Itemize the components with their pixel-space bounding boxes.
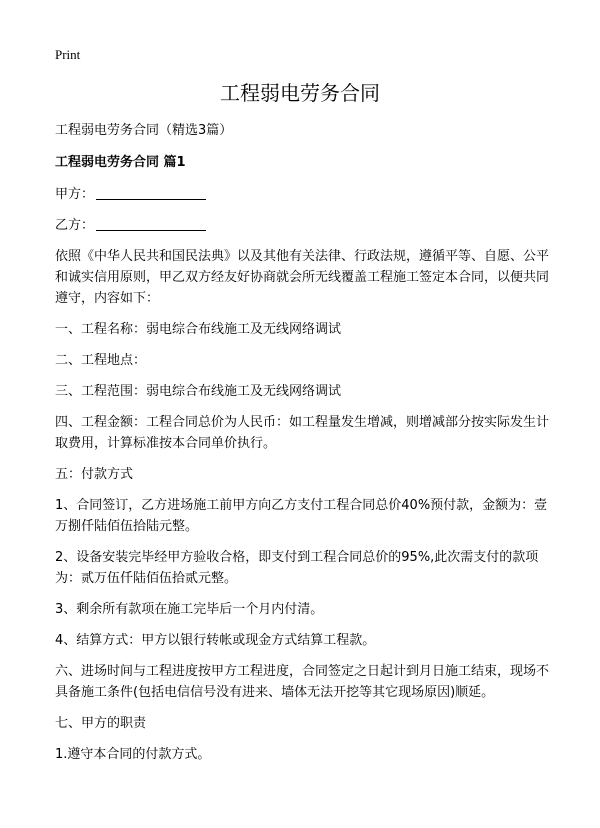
party-a-label: 甲方：: [55, 187, 95, 202]
paragraph-payment-1: 1、合同签订，乙方进场施工前甲方向乙方支付工程合同总价40%预付款，金额为：壹万捌仟陆佰伍拾陆元整。: [55, 498, 548, 534]
paragraph-project-scope: 三、工程范围：弱电综合布线施工及无线网络调试: [55, 384, 342, 399]
document-body: [55, 120, 549, 775]
paragraph-project-amount: 四、工程金额：工程合同总价为人民币：如工程量发生增减，则增减部分按实际发生计取费用，计算标准按本合同单价执行。: [55, 415, 550, 451]
document-subtitle: 工程弱电劳务合同（精选3篇）: [55, 123, 233, 138]
paragraph-schedule: 六、进场时间与工程进度按甲方工程进度，合同签定之日起计到月日施工结束，现场不具备施工条件(包括电信信号没有进来、墙体无法开挖等其它现场原因)顺延。: [55, 664, 550, 700]
party-a-line: [55, 184, 549, 205]
paragraph-duty-1: 1.遵守本合同的付款方式。: [55, 747, 211, 762]
paragraph-party-a-duties: 七、甲方的职责: [55, 716, 147, 731]
section-heading: 工程弱电劳务合同 篇1: [55, 155, 186, 170]
party-b-blank: [96, 216, 206, 231]
party-b-line: [55, 215, 549, 236]
paragraph-project-name: 一、工程名称：弱电综合布线施工及无线网络调试: [55, 322, 342, 337]
paragraph-preamble: 依照《中华人民共和国民法典》以及其他有关法律、行政法规，遵循平等、自愿、公平和诚实信用原则，甲乙双方经友好协商就会所无线覆盖工程施工签定本合同，以便共同遵守，内容如下：: [55, 249, 550, 306]
paragraph-payment-3: 3、剩余所有款项在施工完毕后一个月内付清。: [55, 602, 324, 617]
paragraph-payment-4: 4、结算方式：甲方以银行转帐或现金方式结算工程款。: [55, 633, 376, 648]
print-link[interactable]: Print: [55, 47, 81, 62]
document-title: 工程弱电劳务合同: [220, 81, 380, 105]
paragraph-project-location: 二、工程地点：: [55, 353, 147, 368]
party-b-label: 乙方：: [55, 218, 95, 233]
paragraph-payment-2: 2、设备安装完毕经甲方验收合格，即支付到工程合同总价的95%,此次需支付的款项为：贰万伍仟陆佰伍拾贰元整。: [55, 550, 539, 586]
party-a-blank: [96, 185, 206, 200]
paragraph-payment-heading: 五：付款方式: [55, 467, 134, 482]
